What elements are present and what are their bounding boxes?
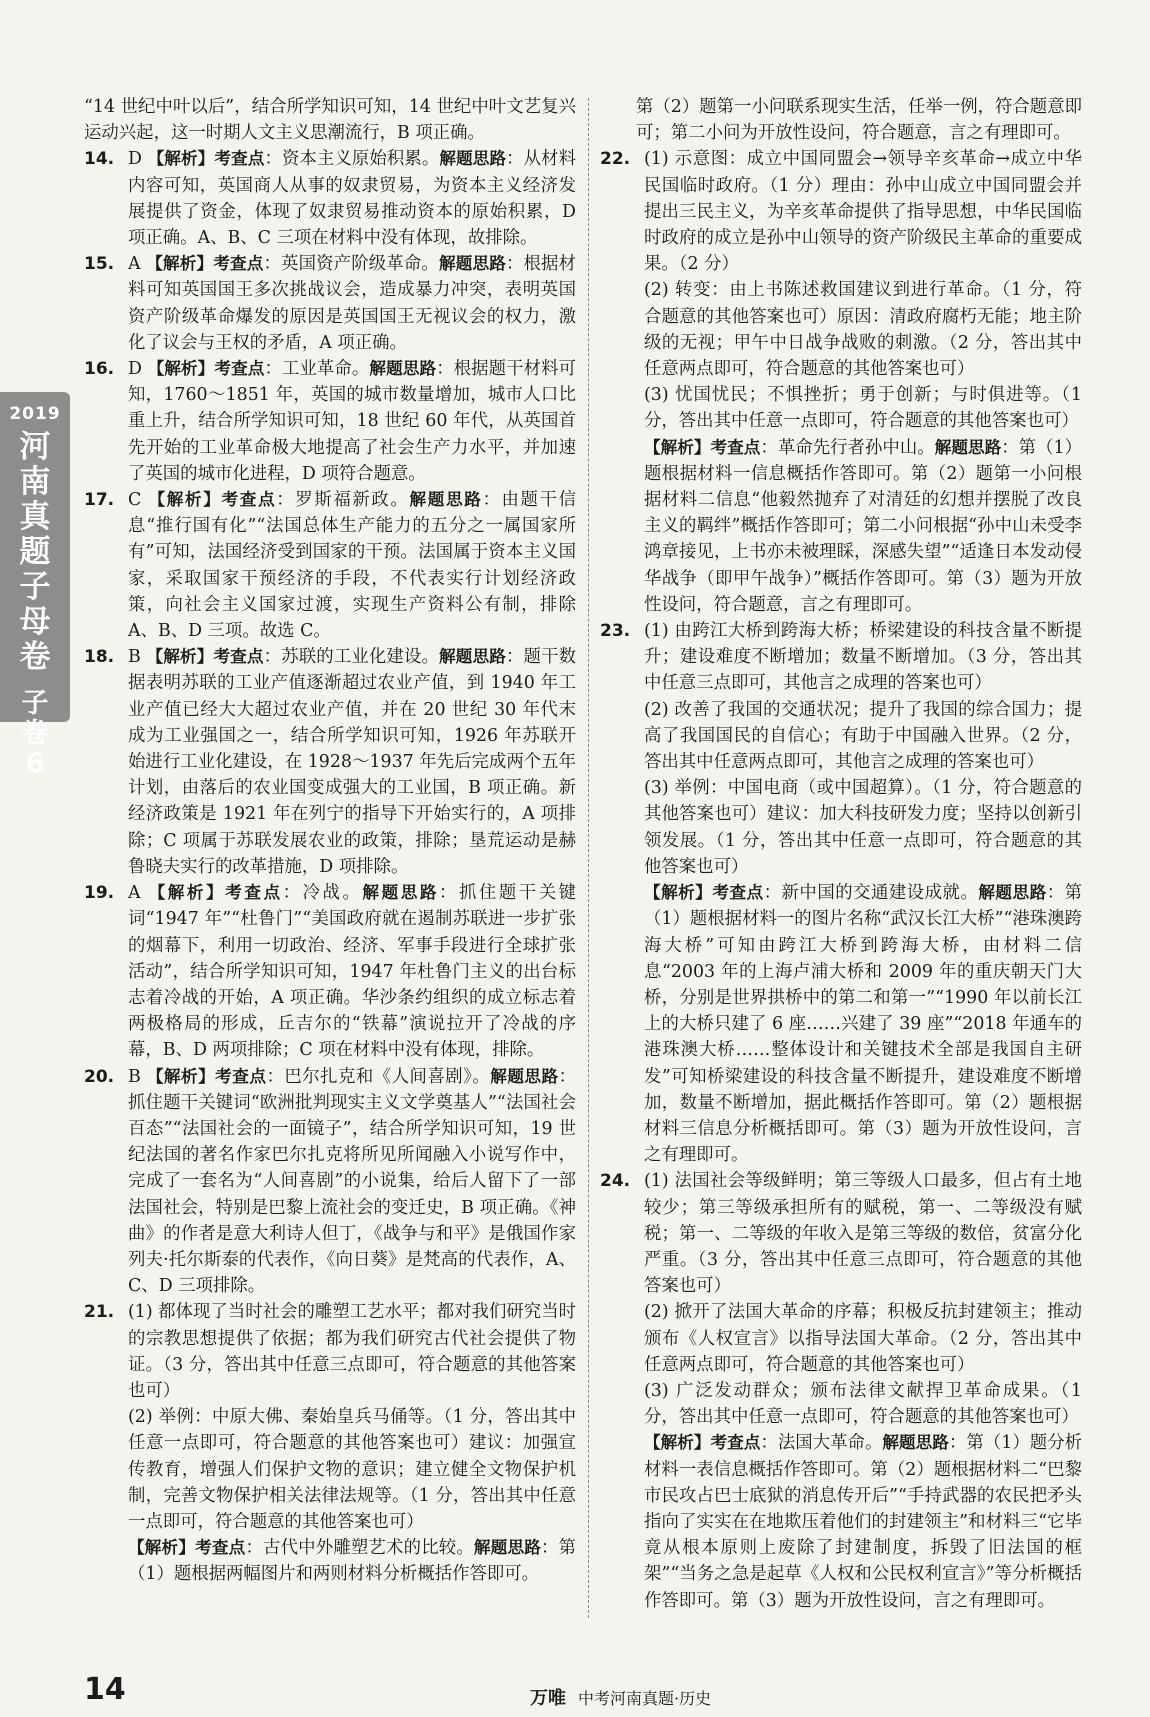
answer-letter: A [128, 254, 141, 275]
answer-letter: A [128, 883, 141, 904]
silu-text: ：题干数据表明苏联的工业产值逐渐超过农业产值，到 1940 年工业产值已经大大超过农业产值，并在 20 世纪 30 年代末成为工业强国之一，结合所学知识可知，1926 年苏联开始进行工业化建设，在 1928～1937 年先后完成两个五年计划，由落后的农业国变成强大的工业国，B 项正确。新经济政策是 1921 年在列宁的指导下开始实行的，A 项排除；C 项属于苏联发展农业的政策，排除；垦荒运动是赫鲁晓夫实行的改革措施，D 项排除。 [128, 647, 577, 877]
sub-answer-3: (3) 举例：中国电商（或中国超算）。（1 分，符合题意的其他答案也可）建议：加大科技研发力度；坚持以创新引领发展。（1 分，答出其中任意一点即可，符合题意的其他答案也可） [644, 778, 1082, 877]
answer-item-22 [600, 146, 1082, 618]
kaodian-label: 考查点 [225, 883, 283, 903]
kaodian-label: 考查点 [221, 490, 277, 510]
answer-item-23 [600, 618, 1082, 1168]
answer-item-20 [84, 1064, 576, 1300]
silu-label: 解题思路 [439, 149, 507, 169]
kaodian-text: ：巴尔扎克和《人间喜剧》。 [266, 1066, 491, 1087]
kaodian-text: ：冷战。 [282, 883, 363, 904]
silu-text: ：根据材料可知英国国王多次挑战议会，造成暴力冲突，表明英国资产阶级革命爆发的原因是英国国王无视议会的权力，激化了议会与王权的矛盾，A 项正确。 [128, 254, 576, 353]
jiexi-label: 【解析】 [148, 490, 222, 510]
analysis [644, 435, 1082, 618]
kaodian-label: 考查点 [710, 437, 761, 457]
sub-answer-2: (2) 转变：由上书陈述救国建议到进行革命。（1 分，符合题意的其他答案也可）原因：清政府腐朽无能；地主阶级的无视；甲午中日战争战败的刺激。（2 分，答出其中任意两点即可，符合题意的其他答案也可） [644, 280, 1082, 380]
page-number: 14 [84, 1672, 126, 1707]
kaodian-label: 考查点 [710, 1433, 761, 1453]
question-number: 18. [84, 647, 115, 668]
answer-item-14 [84, 146, 576, 251]
answer-item-21 [84, 1299, 576, 1587]
sub-answer-2: (2) 改善了我国的交通状况；提升了我国的综合国力；提高了我国国民的自信心；有助于中国融入世界。（2 分，答出其中任意两点即可，其他言之成理的答案也可） [644, 699, 1082, 773]
silu-text: ：第（1）题根据两幅图片和两则材料分析概括作答即可。 [128, 1538, 576, 1585]
answer-item-17 [84, 487, 576, 644]
kaodian-text: ：罗斯福新政。 [276, 490, 410, 511]
silu-label: 解题思路 [934, 437, 1002, 457]
jiexi-label: 【解析】 [146, 1066, 216, 1086]
jiexi-label: 【解析】 [148, 883, 226, 903]
answer-item-18 [84, 644, 576, 880]
kaodian-label: 考查点 [214, 149, 265, 169]
kaodian-text: ：英国资产阶级革命。 [263, 254, 439, 275]
side-tab-title: 河南真题子母卷 [19, 429, 51, 675]
silu-label: 解题思路 [473, 1538, 542, 1558]
silu-text: ：第（1）题分析材料一表信息概括作答即可。第（2）题根据材料二“巴黎市民攻占巴士底狱的消息传开后”“手持武器的农民把矛头指向了实实在在地欺压着他们的封建领主”和材料三“它毕竟从根本原则上废除了封建制度，拆毁了旧法国的框架”“当务之急是起草《人权和公民权利宣言》”等分析概括作答即可。第（3）题为开放性设问，言之有理即可。 [644, 1433, 1083, 1611]
question-number: 17. [84, 490, 115, 511]
kaodian-label: 考查点 [215, 1066, 267, 1086]
question-number: 21. [84, 1302, 115, 1323]
kaodian-text: ：资本主义原始积累。 [264, 149, 440, 170]
sub-answer-3: (3) 忧国忧民；不惧挫折；勇于创新；与时俱进等。（1 分，答出其中任意一点即可，符合题意的其他答案也可） [644, 385, 1082, 432]
footer-title: 中考河南真题·历史 [578, 1689, 712, 1708]
sub-answer-3: (3) 广泛发动群众；颁布法律文献捍卫革命成果。（1 分，答出其中任意一点即可，符合题意的其他答案也可） [644, 1380, 1082, 1428]
kaodian-text: ：新中国的交通建设成就。 [763, 883, 979, 904]
sub-answer-1: (1) 法国社会等级鲜明；第三等级人口最多，但占有土地较少；第三等级承担所有的赋税，第一、二等级没有赋税；第一、二等级的年收入是第三等级的数倍，贫富分化严重。（3 分，答出其中任意三点即可，符合题意的其他答案也可） [644, 1171, 1082, 1297]
side-tab-year: 2019 [9, 404, 61, 424]
kaodian-label: 考查点 [712, 883, 764, 903]
analysis [644, 880, 1082, 1168]
jiexi-label: 【解析】 [128, 1538, 196, 1558]
silu-text: ：抓住题干关键词“1947 年”“杜鲁门”“美国政府就在遏制苏联进一步扩张的烟幕下，利用一切政治、经济、军事手段进行全球扩张活动”，结合所学知识可知，1947 年杜鲁门主义的出台标志着冷战的开始，A 项正确。华沙条约组织的成立标志着两极格局的形成，丘吉尔的“铁幕”演说拉开了冷战的序幕，B、D 两项排除；C 项在材料中没有体现，排除。 [128, 883, 577, 1061]
silu-label: 解题思路 [409, 490, 483, 510]
answer-item-15 [84, 251, 576, 356]
sub-answer-2: (2) 举例：中原大佛、秦始皇兵马俑等。（1 分，答出其中任意一点即可，符合题意的其他答案也可）建议：加强宣传教育，增强人们保护文物的意识；建立健全文物保护机制，完善文物保护相关法律法规等。（1 分，答出其中任意一点即可，符合题意的其他答案也可） [128, 1407, 576, 1532]
silu-text: ：第（1）题根据材料一的图片名称“武汉长江大桥”“港珠澳跨海大桥”可知由跨江大桥到跨海大桥，由材料二信息“2003 年的上海卢浦大桥和 2009 年的重庆朝天门大桥，分别是世界拱桥中的第二和第一”“1990 年以前长江上的大桥只建了 6 座……兴建了 39 座”“2018 年通车的港珠澳大桥……整体设计和关键技术全部是我国自主研发”可知桥梁建设的科技含量不断提升，建设难度不断增加，数量不断增加，据此概括作答即可。第（2）题根据材料三信息分析概括即可。第（3）题为开放性设问，言之有理即可。 [644, 883, 1082, 1166]
column-divider [588, 98, 589, 1618]
question-number: 16. [84, 359, 115, 380]
jiexi-label: 【解析】 [146, 647, 214, 667]
kaodian-text: ：古代中外雕塑艺术的比较。 [245, 1538, 474, 1559]
brand-logo: 万唯 [530, 1688, 566, 1709]
right-column [600, 94, 1082, 1614]
silu-text: ：从材料内容可知，英国商人从事的奴隶贸易，为资本主义经济发展提供了资金，体现了奴隶贸易推动资本的原始积累，D 项正确。A、B、C 三项在材料中没有体现，故排除。 [128, 149, 577, 249]
question-number: 23. [600, 621, 631, 642]
question-number: 15. [84, 254, 115, 275]
question-number: 14. [84, 149, 115, 170]
silu-label: 解题思路 [882, 1433, 949, 1453]
silu-text: ：第（1）题根据材料一信息概括作答即可。第（2）题第一小问根据材料二信息“他毅然抛弃了对清廷的幻想并摆脱了改良主义的羁绊”概括作答即可；第二小问根据“孙中山未受李鸿章接见，上书亦未被理睬，深感失望”“适逢日本发动侵华战争（即甲午战争）”概括作答即可。第（3）题为开放性设问，符合题意，言之有理即可。 [644, 437, 1083, 615]
kaodian-label: 考查点 [213, 254, 264, 274]
silu-text: ：根据题干材料可知，1760～1851 年，英国的城市数量增加，城市人口比重上升，结合所学知识可知，18 世纪 60 年代，从英国首先开始的工业革命极大地提高了社会生产力水平，并加速了英国的城市化进程，D 项符合题意。 [128, 359, 577, 484]
question-number: 24. [600, 1171, 631, 1192]
kaodian-text: ：革命先行者孙中山。 [760, 437, 935, 458]
silu-text: ：由题干信息“推行国有化”“法国总体生产能力的五分之一属国家所有”可知，法国经济受到国家的干预。法国属于资本主义国家，采取国家干预经济的手段，不代表实行计划经济政策，向社会主义国家过渡，实现生产资料公有制，排除 A、B、D 三项。故选 C。 [128, 490, 576, 642]
jiexi-label: 【解析】 [146, 254, 214, 274]
jiexi-label: 【解析】 [644, 1433, 711, 1453]
kaodian-text: ：工业革命。 [264, 359, 370, 380]
sub-answer-2: (2) 掀开了法国大革命的序幕；积极反抗封建领主；推动颁布《人权宣言》以指导法国大革命。（2 分，答出其中任意两点即可，符合题意的其他答案也可） [644, 1302, 1082, 1375]
silu-label: 解题思路 [439, 647, 507, 667]
silu-text: ：抓住题干关键词“欧洲批判现实主义文学奠基人”“法国社会百态”“法国社会的一面镜子”，结合所学知识可知，19 世纪法国的著名作家巴尔扎克将所见所闻融入小说写作中，完成了一套名为“人间喜剧”的小说集，给后人留下了一部法国社会，特别是巴黎上流社会的变迁史，B 项正确。《神曲》的作者是意大利诗人但丁，《战争与和平》是俄国作家列夫·托尔斯泰的代表作，《向日葵》是梵高的代表作，A、C、D 三项排除。 [128, 1066, 577, 1297]
answer-letter: C [128, 490, 142, 511]
sub-answer-1: (1) 由跨江大桥到跨海大桥；桥梁建设的科技含量不断提升；建设难度不断增加；数量不断增加。（3 分，答出其中任意三点即可，其他言之成理的答案也可） [644, 621, 1082, 694]
kaodian-label: 考查点 [195, 1538, 246, 1558]
side-tab [0, 392, 70, 779]
kaodian-label: 考查点 [213, 647, 264, 667]
question-number: 20. [84, 1066, 115, 1087]
side-tab-subtitle: 子卷6 [21, 688, 49, 779]
answer-item-19 [84, 880, 576, 1063]
jiexi-label: 【解析】 [147, 149, 215, 169]
silu-label: 解题思路 [978, 883, 1047, 903]
answer-item-24 [600, 1168, 1082, 1613]
analysis [644, 1430, 1082, 1613]
jiexi-label: 【解析】 [147, 359, 215, 379]
silu-label: 解题思路 [490, 1066, 559, 1086]
q13-continuation: “14 世纪中叶以后”，结合所学知识可知，14 世纪中叶文艺复兴运动兴起，这一时期人文主义思潮流行，B 项正确。 [84, 97, 576, 144]
sub-answer-1: (1) 示意图：成立中国同盟会→领导辛亥革命→成立中华民国临时政府。（1 分）理由：孙中山成立中国同盟会并提出三民主义，为辛亥革命提供了指导思想，中华民国临时政府的成立是孙中山领导的资产阶级民主革命的重要成果。（2 分） [644, 149, 1082, 275]
kaodian-text: ：苏联的工业化建设。 [263, 647, 440, 668]
kaodian-label: 考查点 [214, 359, 265, 379]
answer-item-16 [84, 356, 576, 487]
q21-continuation: 第（2）题第一小问联系现实生活，任举一例，符合题意即可；第二小问为开放性设问，符合题意，言之有理即可。 [636, 97, 1082, 144]
silu-label: 解题思路 [362, 883, 439, 903]
silu-label: 解题思路 [369, 359, 437, 379]
sub-answer-1: (1) 都体现了当时社会的雕塑工艺水平；都对我们研究当时的宗教思想提供了依据；都为我们研究古代社会提供了物证。（3 分，答出其中任意三点即可，符合题意的其他答案也可） [128, 1302, 576, 1401]
analysis [128, 1535, 576, 1587]
question-number: 22. [600, 149, 631, 170]
jiexi-label: 【解析】 [644, 883, 713, 903]
question-number: 19. [84, 883, 115, 904]
silu-label: 解题思路 [438, 254, 506, 274]
jiexi-label: 【解析】 [644, 437, 711, 457]
answer-letter: D [128, 359, 142, 380]
answer-letter: B [128, 647, 141, 668]
left-column [84, 94, 576, 1588]
answer-letter: B [128, 1066, 141, 1087]
answer-letter: D [128, 149, 142, 170]
kaodian-text: ：法国大革命。 [760, 1433, 883, 1454]
